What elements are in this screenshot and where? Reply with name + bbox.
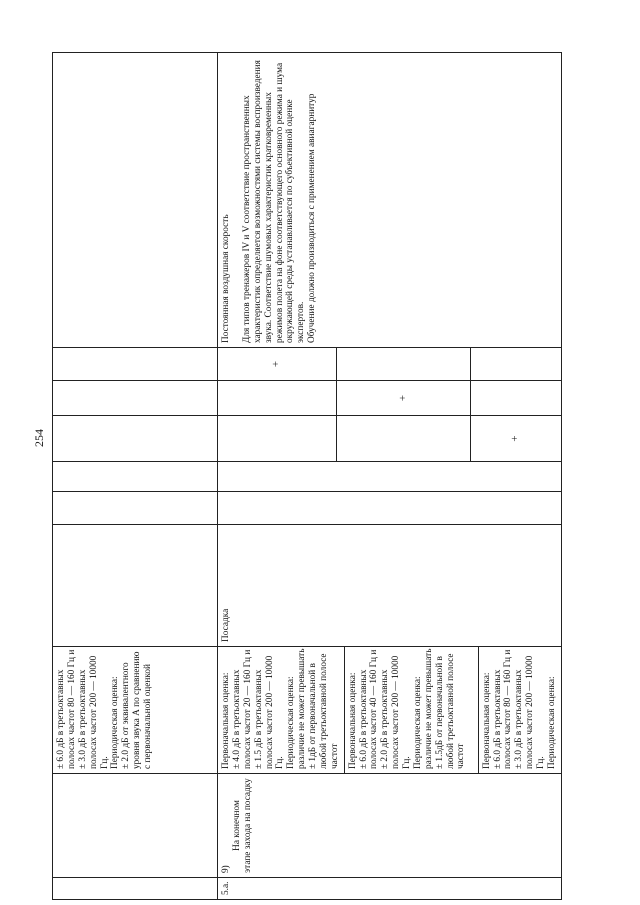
- type-subrow: [218, 381, 336, 415]
- criteria-subtable: [218, 647, 561, 773]
- type-cell-main-2: [218, 462, 562, 492]
- criteria-line: полосах частот 200 — 10000: [88, 655, 99, 769]
- row-number: 5.а.: [218, 878, 562, 900]
- configuration-cell-top: [53, 525, 218, 647]
- criteria-line: ± 1.5дБ от первоначальной в: [434, 656, 445, 769]
- plus-mark-3: +: [470, 416, 561, 461]
- type-subrow: [336, 381, 470, 415]
- criteria-line: Гц.: [275, 756, 286, 769]
- criteria-line: Гц.: [536, 756, 546, 769]
- item-cell-top: [53, 774, 218, 878]
- criteria-cell-top: [53, 647, 218, 774]
- item-title-line: На конечном: [231, 800, 242, 851]
- criteria-line: Первоначальная оценка:: [347, 672, 358, 769]
- requirements-table: [52, 52, 562, 900]
- criteria-subrow-type-3: [478, 647, 561, 773]
- type-cell-top-4: [53, 381, 218, 416]
- type-subcell: [218, 416, 336, 461]
- type-cell-main-1: [218, 492, 562, 525]
- remarks-body: Для типов тренажеров IV и V соответствие пространственных характеристик определяется возможностями системы воспроизведения звука. Соответствие шумовых характеристик кратковременных режимов полета на фоне соответствующего основного режима и шума окружающей среды устанавливается по субъективной оценке экспертов.: [241, 60, 307, 343]
- type-subrow: [470, 348, 561, 380]
- criteria-line: ± 2.0 дБ в третьоктавных: [380, 669, 391, 769]
- criteria-line: различие не может превышать: [297, 648, 308, 769]
- criteria-line: ± 3.0 дБ в третьоктавных: [77, 669, 88, 769]
- criteria-line: ± 6.0 дБ в третьоктавных: [492, 669, 503, 769]
- table-row-main: [218, 53, 562, 900]
- criteria-block-2: [344, 647, 478, 773]
- criteria-line: с первоначальной оценкой: [143, 664, 153, 769]
- criteria-line: Первоначальная оценка:: [221, 672, 231, 769]
- type-subtable-5: [218, 348, 561, 380]
- type-cell-top-2: [53, 462, 218, 492]
- criteria-line: частот: [329, 743, 340, 769]
- criteria-line: ± 4.0 дБ в третьоктавных: [231, 669, 242, 769]
- criteria-line: полосах частот 200 — 10000: [391, 655, 402, 769]
- criteria-line: Гц.: [99, 756, 110, 769]
- number-cell-top: [53, 878, 218, 900]
- type-cell-main-5: [218, 348, 562, 381]
- criteria-line: Периодическая оценка:: [546, 676, 557, 769]
- type-cell-top-1: [53, 492, 218, 525]
- criteria-line: ± 6.0 дБ в третьоктавных: [56, 669, 66, 769]
- item-cell-main: [218, 774, 562, 878]
- criteria-line: ± 2.0 дБ от эквивалентного: [121, 662, 132, 769]
- criteria-line: Периодическая оценка:: [412, 676, 423, 769]
- type-subcell: [336, 416, 470, 461]
- remarks-title: Постоянная воздушная скорость: [221, 214, 231, 343]
- criteria-line: ± 3.0 дБ в третьоктавных: [514, 669, 525, 769]
- item-index: 9): [221, 865, 231, 873]
- criteria-line: уровня звука А по сравнению: [132, 651, 143, 769]
- criteria-line: полосах частот 200 — 10000: [264, 655, 275, 769]
- configuration-cell: Посадка: [218, 525, 562, 647]
- criteria-line: полосах частот 80 — 160 Гц и: [66, 649, 77, 769]
- item-title-line: этапе захода на посадку: [242, 778, 253, 873]
- criteria-line: полосах частот 40 — 160 Гц и: [369, 649, 380, 769]
- criteria-line: Гц.: [402, 756, 412, 769]
- criteria-block-1: [218, 647, 344, 773]
- remarks-cell-top: [53, 53, 218, 348]
- table-row-top: [53, 53, 218, 900]
- criteria-line: Первоначальная оценка:: [481, 672, 492, 769]
- criteria-line: любой третьоктавной полосе: [318, 653, 329, 769]
- criteria-line: любой третьоктавной полосе: [445, 653, 456, 769]
- type-subcell: [470, 381, 561, 415]
- criteria-block-3: [478, 647, 561, 773]
- remarks-gap: [232, 57, 242, 343]
- criteria-line: ± 1дБ от первоначальной в: [308, 663, 318, 769]
- type-cell-top-3: [53, 416, 218, 462]
- type-subrow: [218, 348, 336, 380]
- criteria-line: частот: [456, 743, 467, 769]
- type-cell-main-4: [218, 381, 562, 416]
- criteria-subrow-type-1: [218, 647, 344, 773]
- type-subcell: [218, 381, 336, 415]
- type-cell-top-5: [53, 348, 218, 381]
- criteria-subrow-type-2: [344, 647, 478, 773]
- type-subcell: [336, 348, 470, 380]
- criteria-line: полосах частот 80 — 160 Гц и: [503, 649, 514, 769]
- type-cell-main-3: [218, 416, 562, 462]
- page-number: 254: [32, 429, 46, 447]
- criteria-line: полосах частот 200 — 10000: [525, 655, 536, 769]
- criteria-line: ± 6.0 дБ в третьоктавных: [358, 669, 369, 769]
- type-subrow: [470, 416, 561, 461]
- remarks-cell: [218, 53, 562, 348]
- remarks-note: Обучение должно производиться с применением авиагарнитур: [307, 93, 318, 343]
- type-subrow: [336, 348, 470, 380]
- type-subtable-4: [218, 381, 561, 415]
- criteria-cell-main: [218, 647, 562, 774]
- plus-mark-2: +: [336, 381, 470, 415]
- criteria-line: Периодическая оценка:: [286, 676, 297, 769]
- type-subrow: [218, 416, 336, 461]
- criteria-line: полосах частот 20 — 160 Гц и: [242, 649, 253, 769]
- criteria-line: различие не может превышать: [423, 648, 434, 769]
- type-subcell: [470, 348, 561, 380]
- criteria-line: ± 1.5 дБ в третьоктавных: [253, 669, 264, 769]
- type-subrow: [336, 416, 470, 461]
- plus-mark-1: +: [270, 360, 283, 368]
- type-subrow: [470, 381, 561, 415]
- criteria-line: Периодическая оценка:: [110, 676, 121, 769]
- type-subtable-3: [218, 416, 561, 461]
